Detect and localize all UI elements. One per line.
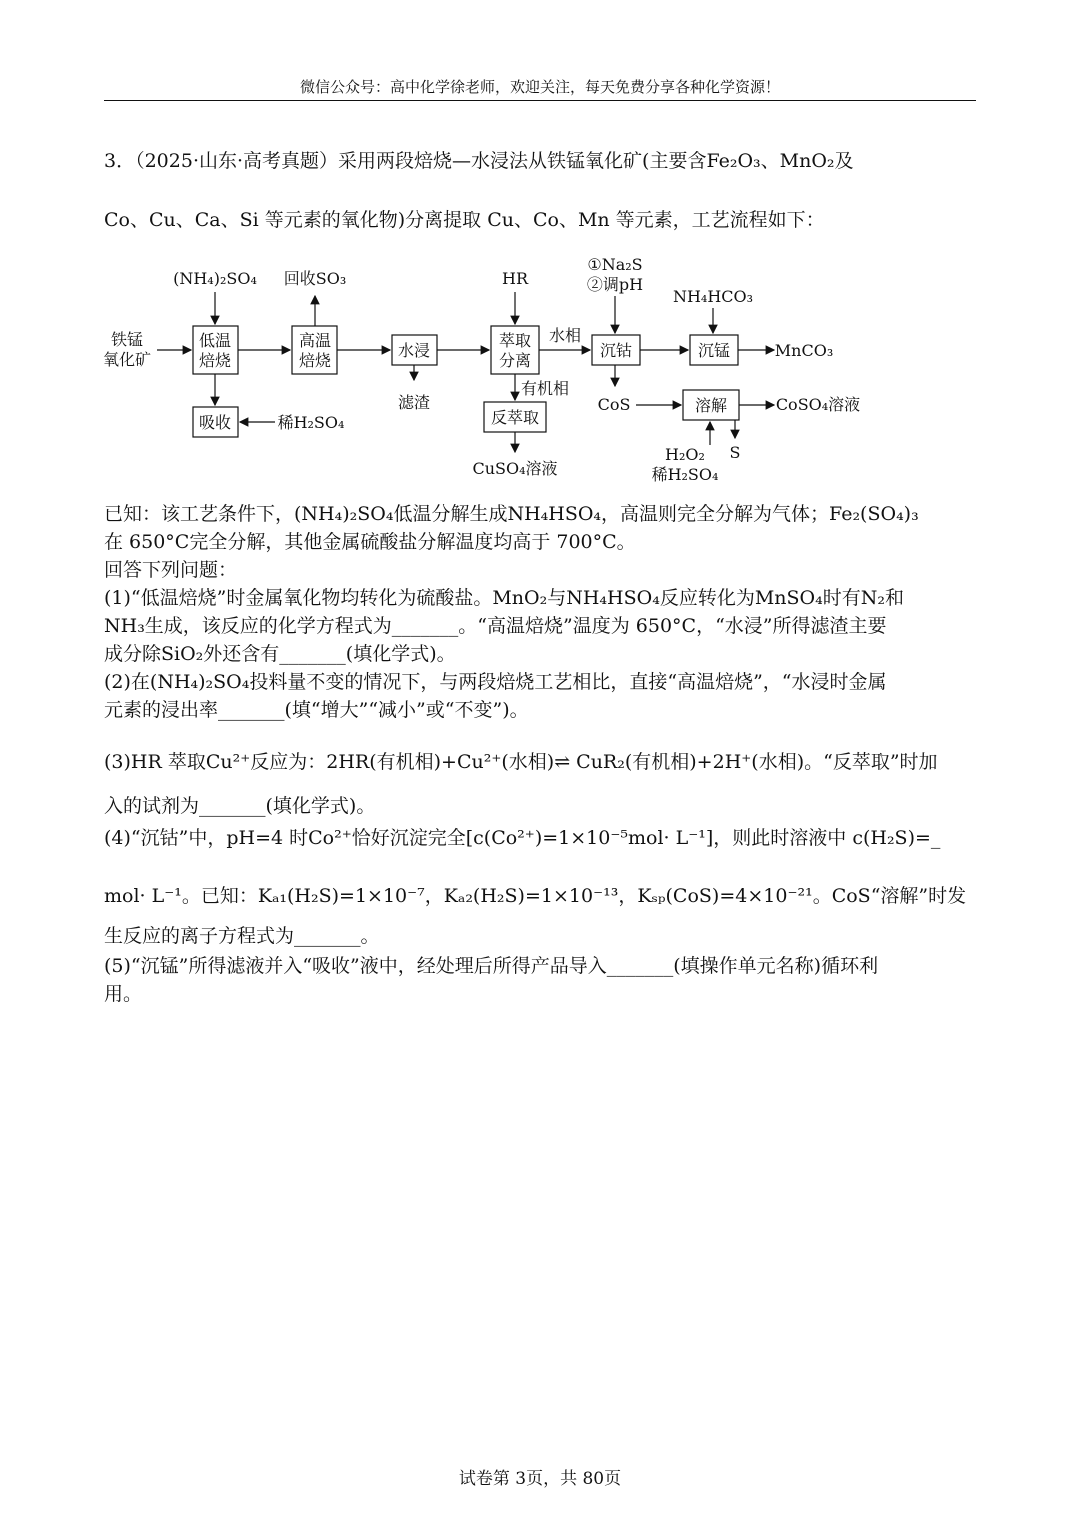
question-3	[104, 740, 978, 828]
h2o2-label: H₂O₂	[665, 445, 705, 464]
q1-line-2: NH₃生成，该反应的化学方程式为_______。“高温焙烧”温度为 650°C，“水浸”所得滤渣主要	[104, 615, 887, 637]
filter-residue-label: 滤渣	[397, 393, 431, 412]
known-line-3: 回答下列问题：	[104, 559, 238, 581]
known-line-2: 在 650°C完全分解，其他金属硫酸盐分解温度均高于 700°C。	[104, 531, 636, 553]
reagent-nh4so4: (NH₄)₂SO₄	[173, 269, 257, 288]
question-1	[104, 584, 978, 668]
question-line-1	[104, 146, 978, 173]
q1-line-1: (1)“低温焙烧”时金属氧化物均转化为硫酸盐。MnO₂与NH₄HSO₄反应转化为MnSO₄时有N₂和	[104, 587, 904, 609]
q1-line-3: 成分除SiO₂外还含有_______(填化学式)。	[104, 643, 456, 665]
extract-label-2: 分离	[498, 351, 532, 370]
page-header: 微信公众号：高中化学徐老师，欢迎关注，每天免费分享各种化学资源！	[299, 78, 780, 96]
aqueous-phase-label: 水相	[548, 326, 582, 345]
known-line-1: 已知：该工艺条件下，(NH₄)₂SO₄低温分解生成NH₄HSO₄，高温则完全分解为气体；Fe₂(SO₄)₃	[104, 503, 919, 525]
question-4	[104, 824, 978, 950]
low-roast-label-2: 焙烧	[198, 351, 232, 370]
low-roast-label-1: 低温	[198, 331, 232, 350]
reagent-hr: HR	[502, 269, 528, 288]
known-block	[104, 500, 978, 584]
product-coso4: CoSO₄溶液	[775, 395, 861, 414]
question-line-2: Co、Cu、Ca、Si 等元素的氧化物)分离提取 Cu、Co、Mn 等元素，工艺流程如下：	[104, 209, 825, 231]
process-flowchart	[0, 250, 1080, 490]
dilute-h2so4-label: 稀H₂SO₄	[277, 413, 345, 432]
high-roast-label-1: 高温	[298, 331, 332, 350]
water-leach-label: 水浸	[397, 341, 431, 360]
product-mnco3: MnCO₃	[774, 341, 834, 360]
extract-label-1: 萃取	[498, 331, 532, 350]
adjust-ph: ②调pH	[586, 275, 644, 294]
dissolve-label: 溶解	[694, 396, 728, 415]
question-2	[104, 668, 978, 724]
sulfur-label: S	[729, 443, 741, 462]
page-footer: 试卷第 3页，共 80页	[458, 1469, 622, 1489]
cos-label: CoS	[597, 395, 631, 414]
q4-line-2: mol· L⁻¹。已知：Kₐ₁(H₂S)=1×10⁻⁷，Kₐ₂(H₂S)=1×10⁻¹³，Kₛₚ(CoS)=4×10⁻²¹。CoS“溶解”时发	[104, 885, 967, 907]
organic-phase-label: 有机相	[520, 379, 570, 398]
mn-precip-label: 沉锰	[697, 341, 731, 360]
high-roast-label-2: 焙烧	[298, 351, 332, 370]
co-precip-label: 沉钴	[599, 341, 633, 360]
q5-line-2: 用。	[104, 983, 143, 1005]
question-intro-1: 采用两段焙烧—水浸法从铁锰氧化矿(主要含Fe₂O₃、MnO₂及	[338, 150, 854, 172]
q3-line-2: 入的试剂为_______(填化学式)。	[104, 795, 376, 817]
q2-line-1: (2)在(NH₄)₂SO₄投料量不变的情况下，与两段焙烧工艺相比，直接“高温焙烧”，“水浸时金属	[104, 671, 887, 693]
question-number: 3．（2025·山东·高考真题）	[104, 150, 339, 172]
reagent-nh4hco3: NH₄HCO₃	[672, 287, 754, 306]
feed-label-1: 铁锰	[110, 330, 144, 349]
back-extract-label: 反萃取	[490, 408, 540, 427]
recover-so3: 回收SO₃	[283, 269, 347, 288]
q4-line-3: 生反应的离子方程式为_______。	[104, 925, 380, 947]
product-cuso4: CuSO₄溶液	[472, 459, 558, 478]
q2-line-2: 元素的浸出率_______(填“增大”“减小”或“不变”)。	[104, 699, 529, 721]
q3-line-1: (3)HR 萃取Cu²⁺反应为：2HR(有机相)+Cu²⁺(水相)⇌ CuR₂(有机相)+2H⁺(水相)。“反萃取”时加	[104, 751, 938, 773]
reagent-na2s: ①Na₂S	[587, 255, 643, 274]
question-5	[104, 952, 978, 1008]
dilute-h2so4-label-2: 稀H₂SO₄	[651, 465, 719, 484]
header-divider	[104, 100, 976, 101]
q5-line-1: (5)“沉锰”所得滤液并入“吸收”液中，经处理后所得产品导入_______(填操作单元名称)循环利	[104, 955, 879, 977]
feed-label-2: 氧化矿	[102, 350, 152, 369]
q4-line-1: (4)“沉钴”中，pH=4 时Co²⁺恰好沉淀完全[c(Co²⁺)=1×10⁻⁵mol· L⁻¹]，则此时溶液中 c(H₂S)=_	[104, 827, 941, 849]
absorb-label: 吸收	[198, 413, 232, 432]
